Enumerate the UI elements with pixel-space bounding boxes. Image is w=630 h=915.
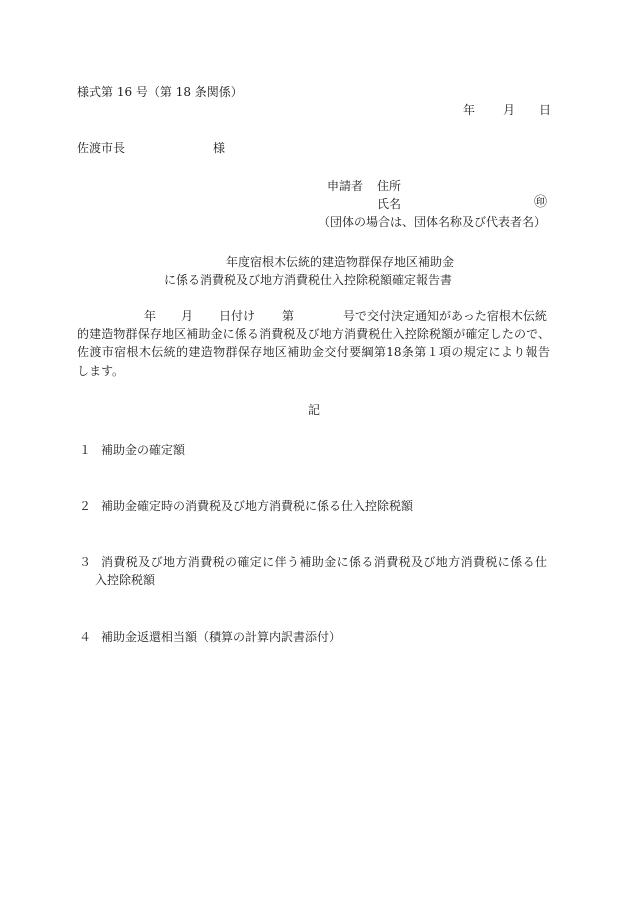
item-text: 補助金の確定額 [101,443,186,457]
item-text: 補助金確定時の消費税及び地方消費税に係る仕入控除税額 [101,499,414,513]
title-line-1: 年度宿根木伝統的建造物群保存地区補助金 [226,255,455,269]
item-text: 消費税及び地方消費税の確定に伴う補助金に係る消費税及び地方消費税に係る仕 [101,555,547,569]
body-line-2: 的建造物群保存地区補助金に係る消費税及び地方消費税仕入控除税額が確定したので、 [77,327,550,341]
form-number: 様式第 16 号（第 18 条関係） [77,85,243,99]
body-number-prefix: 第 [282,309,295,323]
body-line-4: します。 [77,364,125,378]
applicant-note: （団体の場合は、団体名称及び代表者名） [318,215,547,229]
addressee-honorific: 様 [213,141,226,155]
body-year-label: 年 [144,309,157,323]
item-number: ３ [79,555,92,569]
body-line-3: 佐渡市宿根木伝統的建造物群保存地区補助金交付要綱第18条第１項の規定により報告 [77,345,550,359]
title-line-2: に係る消費税及び地方消費税仕入控除税額確定報告書 [164,273,453,287]
date-day-label: 日 [539,103,552,117]
applicant-name-label: 氏名 [377,197,402,211]
body-dated-label: 日付け [219,309,256,323]
body-month-label: 月 [181,309,194,323]
applicant-role-label: 申請者 [327,179,364,193]
body-line-1: 号で交付決定通知があった宿根木伝統 [343,309,547,323]
date-year-label: 年 [463,103,476,117]
item-text-continuation: 入控除税額 [95,573,156,587]
item-number: ２ [79,499,92,513]
addressee-name: 佐渡市長 [77,141,126,155]
seal-mark: ㊞ [534,195,548,210]
ki-heading: 記 [308,403,321,417]
item-number: ４ [79,630,92,644]
item-text: 補助金返還相当額（積算の計算内訳書添付） [101,630,342,644]
applicant-address-label: 住所 [377,179,402,193]
item-number: １ [79,443,92,457]
date-month-label: 月 [503,103,516,117]
